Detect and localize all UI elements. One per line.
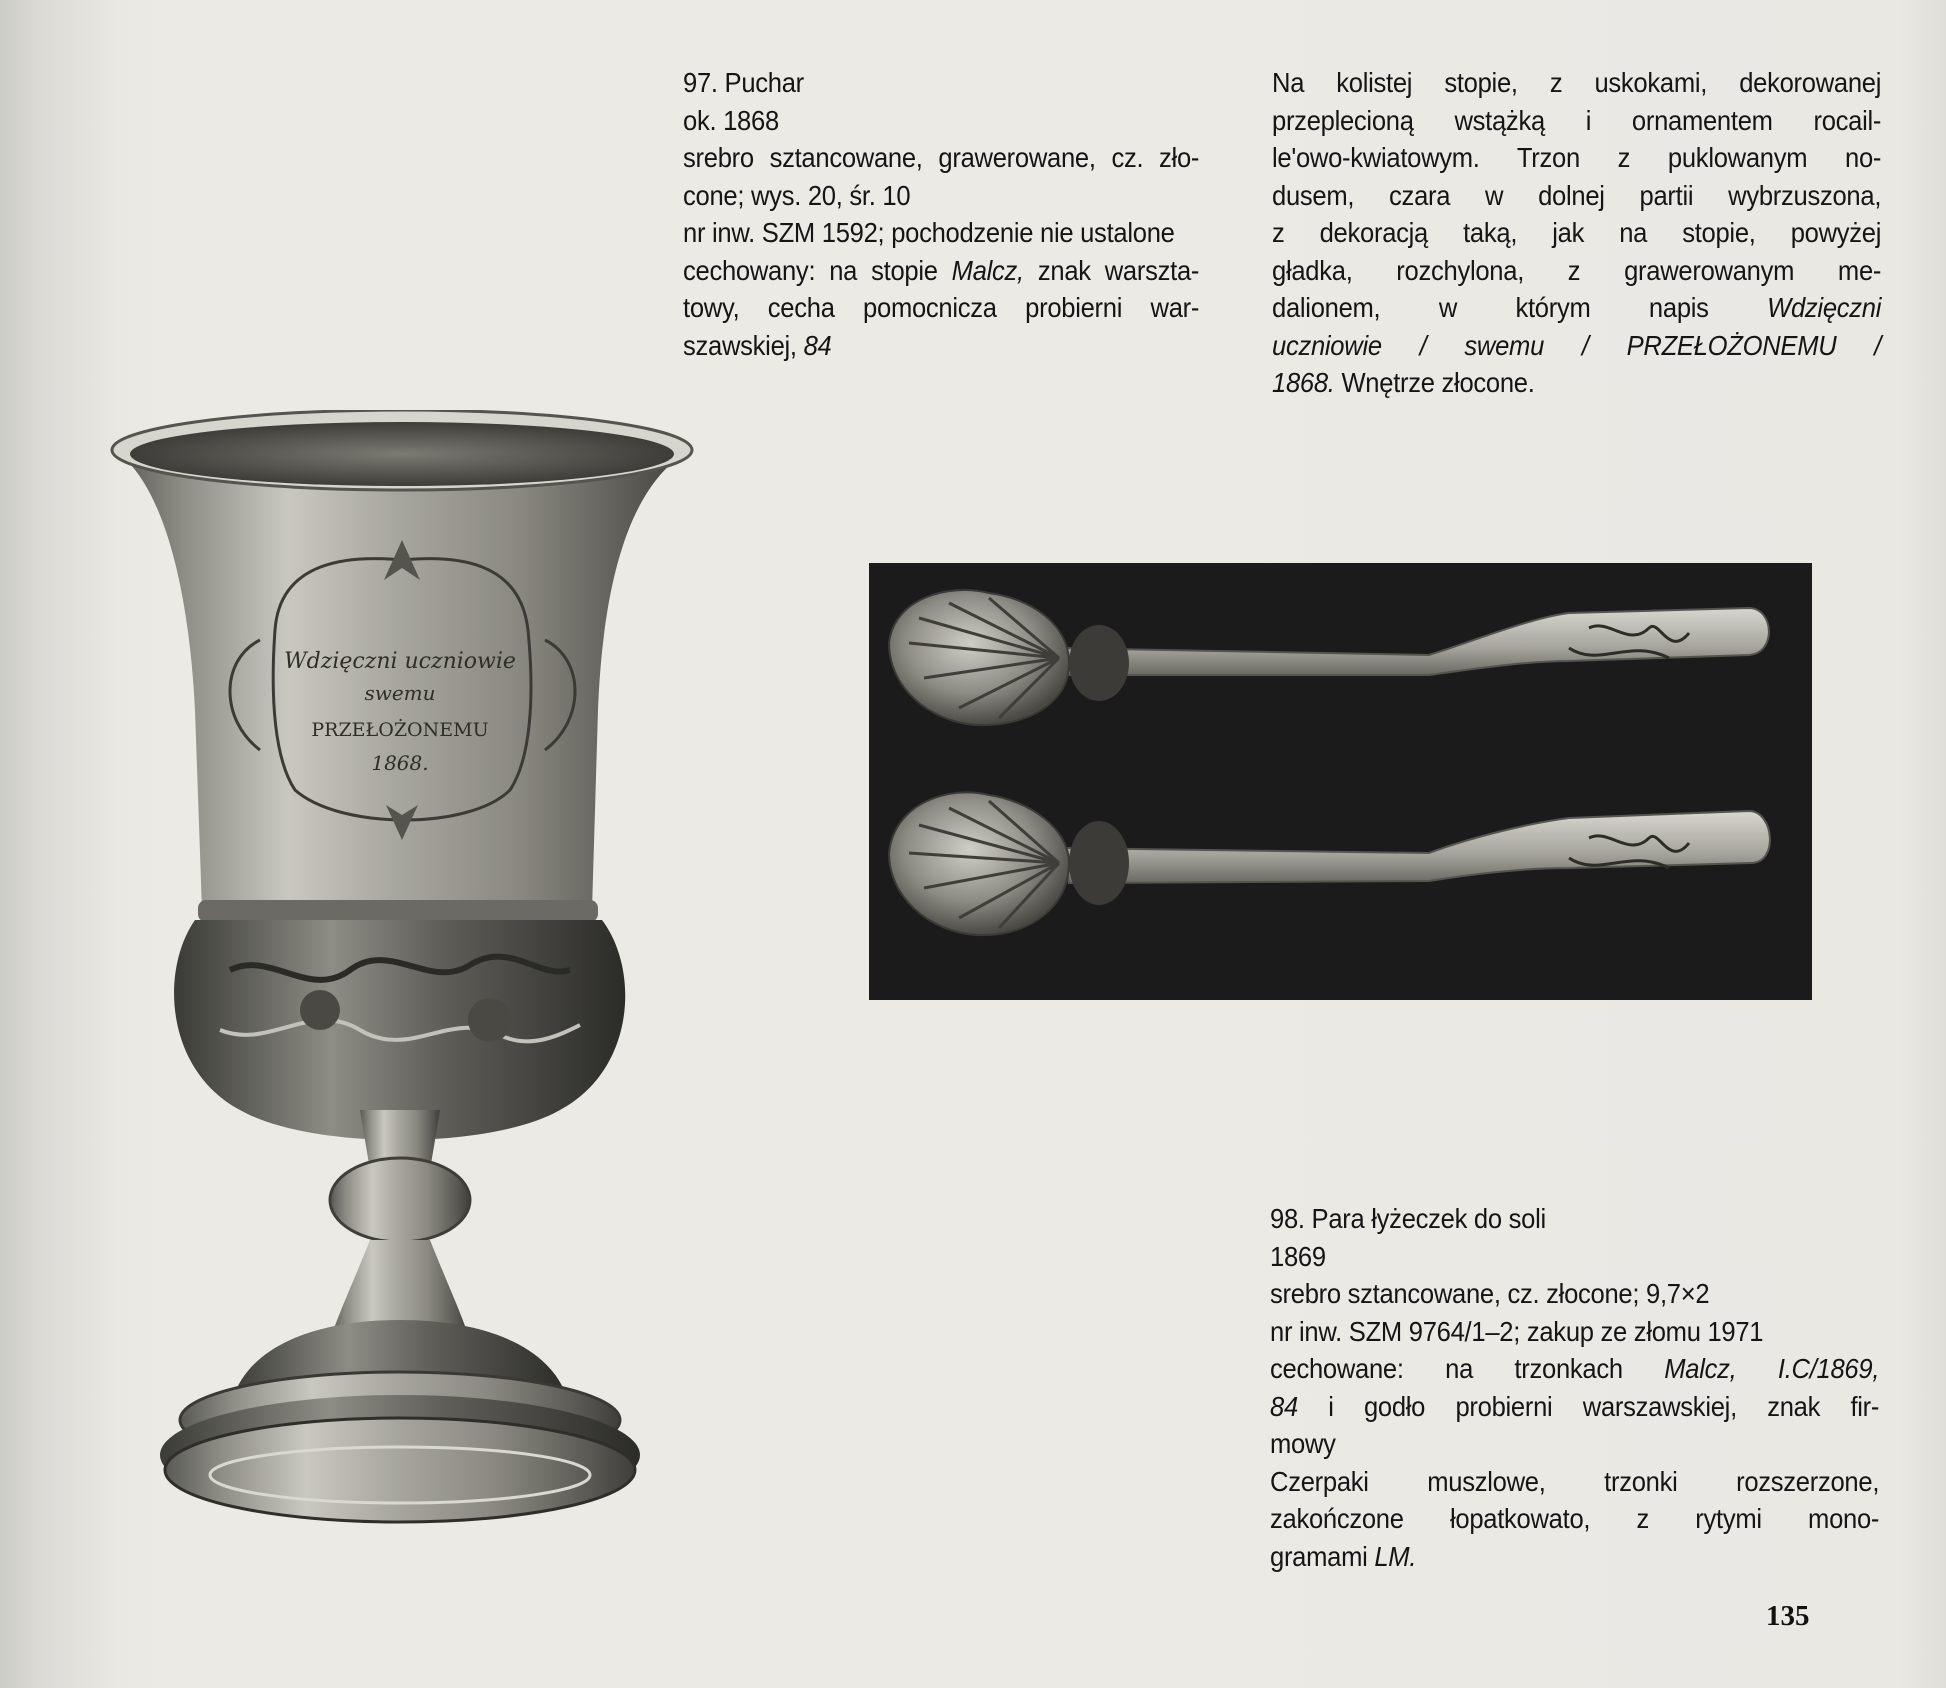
goblet-photo	[110, 410, 700, 1540]
entry-inventory: nr inw. SZM 9764/1–2; zakup ze złomu 1971	[1270, 1315, 1764, 1347]
entry-inventory: nr inw. SZM 1592; pochodzenie nie ustalone	[683, 217, 1175, 248]
engraving-line-2: swemu	[364, 681, 436, 705]
spoon-top	[889, 590, 1769, 725]
page-number: 135	[1766, 1600, 1810, 1632]
entry-hallmarks: cechowane: na trzonkach Malcz, I.C/1869,	[1270, 1353, 1880, 1384]
entry-hallmarks-end: szawskiej, 84	[683, 329, 832, 361]
entry-hallmarks-end: mowy	[1270, 1428, 1336, 1459]
description-line: Na kolistej stopie, z uskokami, dekorowanej	[1272, 67, 1882, 98]
description-line: 1868. Wnętrze złocone.	[1272, 367, 1535, 398]
salt-spoons-photo	[869, 563, 1812, 1000]
entry-description: Czerpaki muszlowe, trzonki rozszerzone,	[1270, 1465, 1880, 1497]
description-line: uczniowie / swemu / PRZEŁOŻONEMU /	[1272, 329, 1882, 361]
catalog-entry-97	[683, 64, 1199, 364]
spoon-bottom	[889, 792, 1770, 935]
page-gutter-shadow	[0, 0, 120, 1688]
description-line: le'owo-kwiatowym. Trzon z puklowanym no-	[1272, 142, 1882, 173]
entry-date: 1869	[1270, 1240, 1326, 1272]
entry-material: srebro sztancowane, grawerowane, cz. zło-	[683, 142, 1200, 173]
entry-hallmarks-cont: towy, cecha pomocnicza probierni war-	[683, 292, 1200, 323]
description-line: gładka, rozchylona, z grawerowanym me-	[1272, 254, 1882, 286]
description-line: z dekoracją taką, jak na stopie, powyżej	[1272, 217, 1882, 248]
description-line: przeplecioną wstążką i ornamentem rocail-	[1272, 104, 1882, 136]
entry-date: ok. 1868	[683, 104, 779, 136]
entry-dimensions: cone; wys. 20, śr. 10	[683, 179, 911, 211]
engraving-line-4: 1868.	[371, 751, 429, 775]
catalog-entry-98	[1270, 1200, 1879, 1575]
entry-title: 98. Para łyżeczek do soli	[1270, 1203, 1546, 1234]
entry-hallmarks: cechowany: na stopie Malcz, znak warszta-	[683, 254, 1200, 286]
description-line: dusem, czara w dolnej partii wybrzuszona,	[1272, 179, 1882, 211]
entry-title: 97. Puchar	[683, 67, 804, 98]
entry-description-cont: zakończone łopatkowato, z rytymi mono-	[1270, 1503, 1880, 1534]
engraving-line-1: Wdzięczni uczniowie	[284, 649, 516, 674]
entry-hallmarks-cont: 84 i godło probierni warszawskiej, znak fir-	[1270, 1390, 1880, 1422]
description-line: dalionem, w którym napis Wdzięczni	[1272, 292, 1882, 323]
engraving-line-3: PRZEŁOŻONEMU	[311, 719, 489, 741]
entry-description-end: gramami LM.	[1270, 1540, 1417, 1572]
description-97	[1272, 64, 1881, 402]
entry-material: srebro sztancowane, cz. złocone; 9,7×2	[1270, 1278, 1710, 1309]
